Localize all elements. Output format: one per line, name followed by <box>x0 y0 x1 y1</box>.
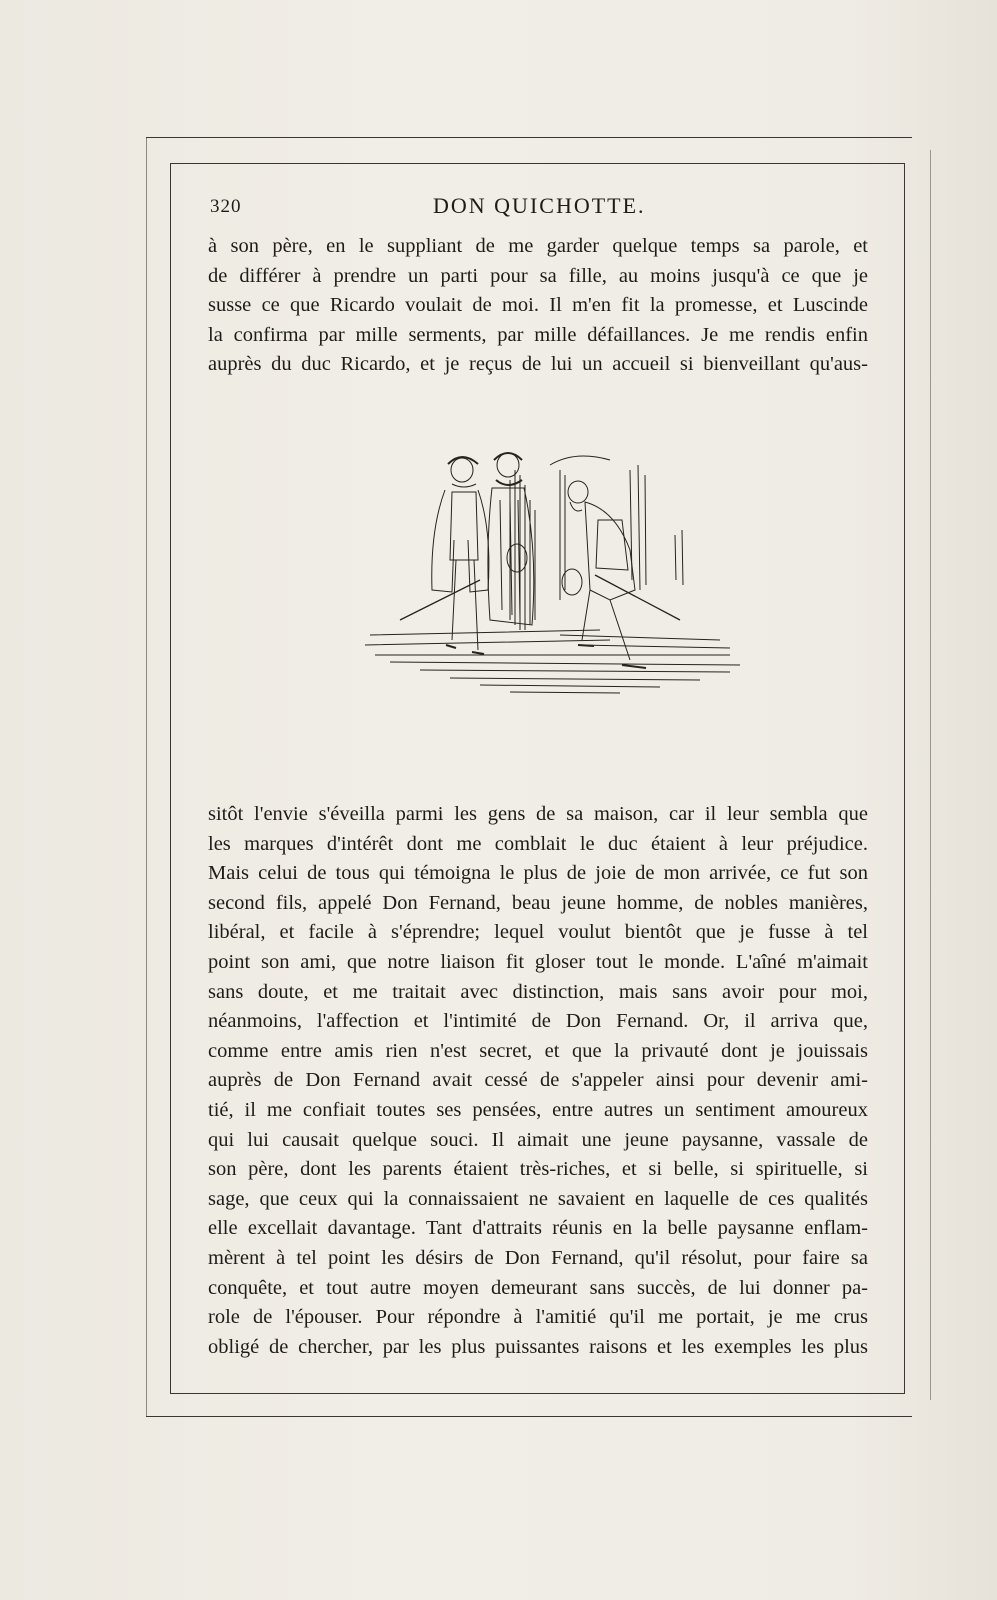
outer-frame-bottom-rule <box>146 1416 912 1417</box>
text-line: auprès du duc Ricardo, et je reçus de lui un accueil si bienveillant qu'aus- <box>208 353 868 376</box>
inner-frame-right-rule <box>904 163 905 1394</box>
text-block-bottom <box>208 800 868 1362</box>
inner-frame-bottom-rule <box>170 1393 904 1394</box>
text-line: role de l'épouser. Pour répondre à l'amitié qu'il me portait, je me crus <box>208 1306 868 1329</box>
outer-frame-top-rule <box>146 137 912 138</box>
text-line: obligé de chercher, par les plus puissantes raisons et les exemples les plus <box>208 1335 868 1358</box>
text-line: Mais celui de tous qui témoigna le plus de joie de mon arrivée, ce fut son <box>208 862 868 885</box>
text-line: auprès de Don Fernand avait cessé de s'appeler ainsi pour devenir ami- <box>208 1069 868 1092</box>
text-line: sitôt l'envie s'éveilla parmi les gens de sa maison, car il leur sembla que <box>208 803 868 825</box>
inner-frame-top-rule <box>170 163 904 164</box>
text-line: susse ce que Ricardo voulait de moi. Il m'en fit la promesse, et Luscinde <box>208 294 868 317</box>
text-line: qui lui causait quelque souci. Il aimait une jeune paysanne, vassale de <box>208 1128 868 1151</box>
text-line: tié, il me confiait toutes ses pensées, entre autres un sentiment amoureux <box>208 1098 868 1121</box>
text-line: conquête, et tout autre moyen demeurant sans succès, de lui donner pa- <box>208 1276 868 1299</box>
inner-frame-left-rule <box>170 163 171 1394</box>
text-line: sans doute, et me traitait avec distinction, mais sans avoir pour moi, <box>208 980 868 1003</box>
text-line: mèrent à tel point les désirs de Don Fernand, qu'il résolut, pour faire sa <box>208 1246 868 1269</box>
text-line: de différer à prendre un parti pour sa fille, au moins jusqu'à ce que je <box>208 264 868 287</box>
text-line: à son père, en le suppliant de me garder quelque temps sa parole, et <box>208 235 868 257</box>
text-line: les marques d'intérêt dont me comblait le duc étaient à leur préjudice. <box>208 832 868 855</box>
text-line: elle excellait davantage. Tant d'attraits réunis en la belle paysanne enflam- <box>208 1217 868 1240</box>
text-line: la confirma par mille serments, par mille défaillances. Je me rendis enfin <box>208 323 868 346</box>
text-line: néanmoins, l'affection et l'intimité de Don Fernand. Or, il arriva que, <box>208 1010 868 1033</box>
outer-frame-left-rule <box>146 137 147 1417</box>
engraving-three-gentlemen-bowing-icon <box>360 440 750 710</box>
page-number: 320 <box>210 196 242 217</box>
running-title: DON QUICHOTTE. <box>433 193 646 218</box>
engraving-illustration <box>360 440 750 710</box>
text-line: son père, dont les parents étaient très-riches, et si belle, si spirituelle, si <box>208 1158 868 1181</box>
text-block-top <box>208 232 868 380</box>
text-line: comme entre amis rien n'est secret, et que la privauté dont je jouissais <box>208 1039 868 1062</box>
text-line: libéral, et facile à s'éprendre; lequel voulut bientôt que je fusse à tel <box>208 921 868 944</box>
running-header <box>208 193 868 223</box>
text-line: point son ami, que notre liaison fit gloser tout le monde. L'aîné m'aimait <box>208 950 868 973</box>
outer-frame-right-rule <box>930 150 931 1400</box>
text-line: second fils, appelé Don Fernand, beau jeune homme, de nobles manières, <box>208 891 868 914</box>
text-line: sage, que ceux qui la connaissaient ne savaient en laquelle de ces qualités <box>208 1187 868 1210</box>
